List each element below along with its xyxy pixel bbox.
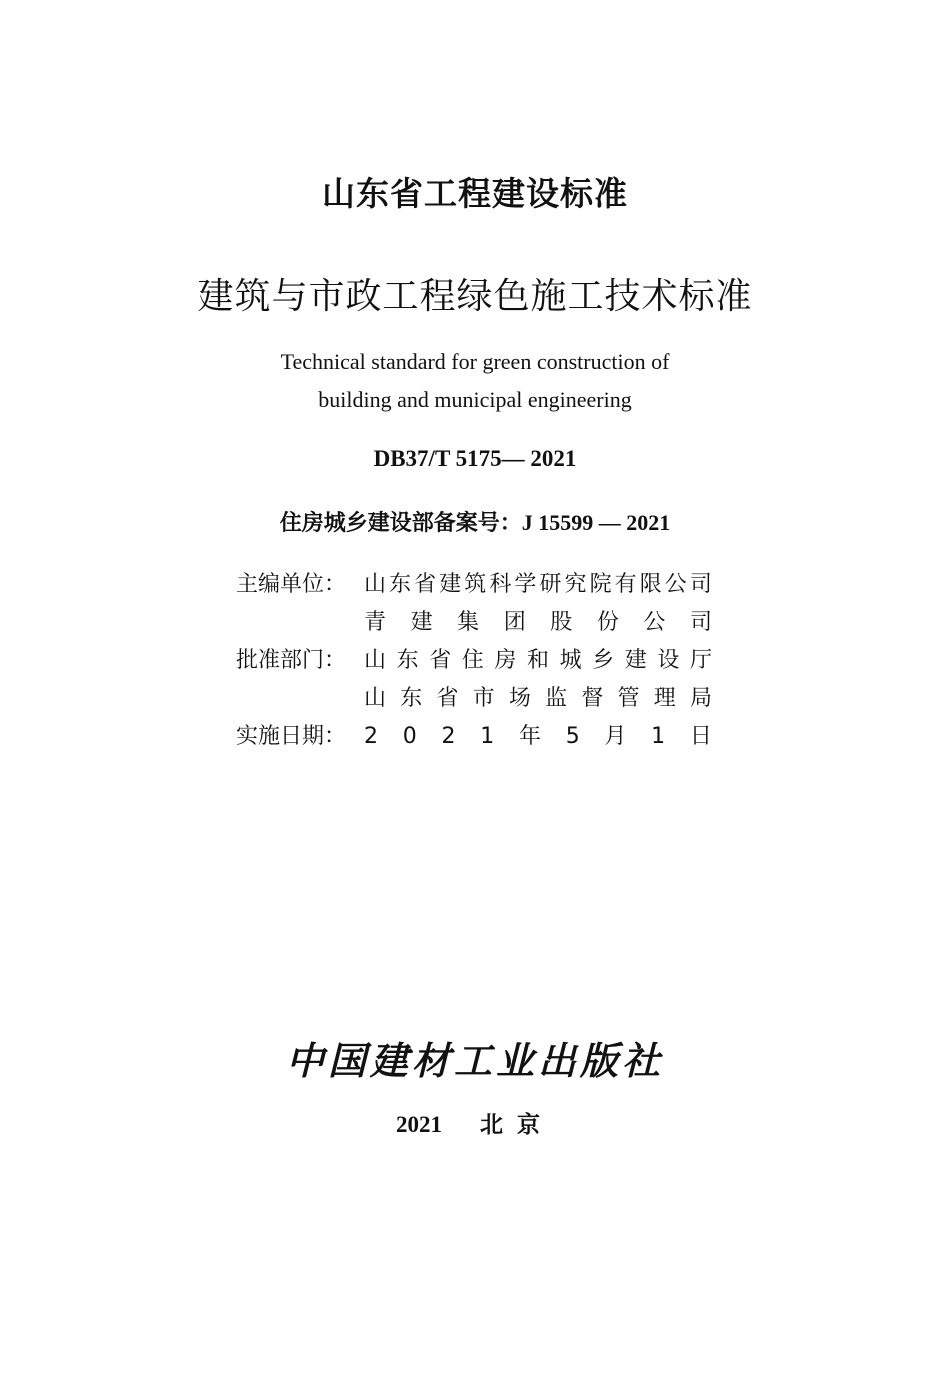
editor-row	[236, 566, 716, 604]
title-english-line-1: Technical standard for green construction of	[280, 349, 670, 374]
publisher-logo: 中国建材工业出版社	[285, 1038, 664, 1083]
document-title-english	[0, 343, 950, 419]
record-number-label: 住房城乡建设部备案号：	[279, 511, 522, 536]
imprint	[0, 1106, 950, 1139]
approval-row-2	[236, 680, 716, 718]
editor-row-2	[236, 604, 716, 642]
effective-date-label: 实施日期：	[236, 724, 347, 749]
effective-date-value: 2 0 2 1 年 5 月 1 日	[364, 724, 712, 749]
imprint-city: 北京	[480, 1112, 555, 1138]
effective-date-row	[236, 718, 716, 756]
title-english-line-2: building and municipal engineering	[318, 387, 632, 412]
record-number-value: J 15599 — 2021	[521, 510, 671, 535]
editor-value-1: 山 东 省 建 筑 科 学 研 究 院 有 限 公 司	[364, 572, 712, 597]
approval-label: 批准部门：	[236, 648, 347, 673]
publication-info	[236, 566, 716, 756]
series-title: 山东省工程建设标准	[322, 174, 628, 213]
record-number-line	[0, 506, 950, 537]
approval-value-1: 山 东 省 住 房 和 城 乡 建 设 厅	[364, 648, 712, 673]
standard-code: DB37/T 5175— 2021	[373, 446, 577, 471]
approval-row	[236, 642, 716, 680]
editor-label: 主编单位：	[236, 572, 347, 597]
document-title-chinese: 建筑与市政工程绿色施工技术标准	[197, 276, 753, 317]
editor-value-2: 青 建 集 团 股 份 公 司	[364, 610, 712, 635]
approval-value-2: 山 东 省 市 场 监 督 管 理 局	[364, 686, 712, 711]
imprint-year: 2021	[395, 1112, 442, 1137]
